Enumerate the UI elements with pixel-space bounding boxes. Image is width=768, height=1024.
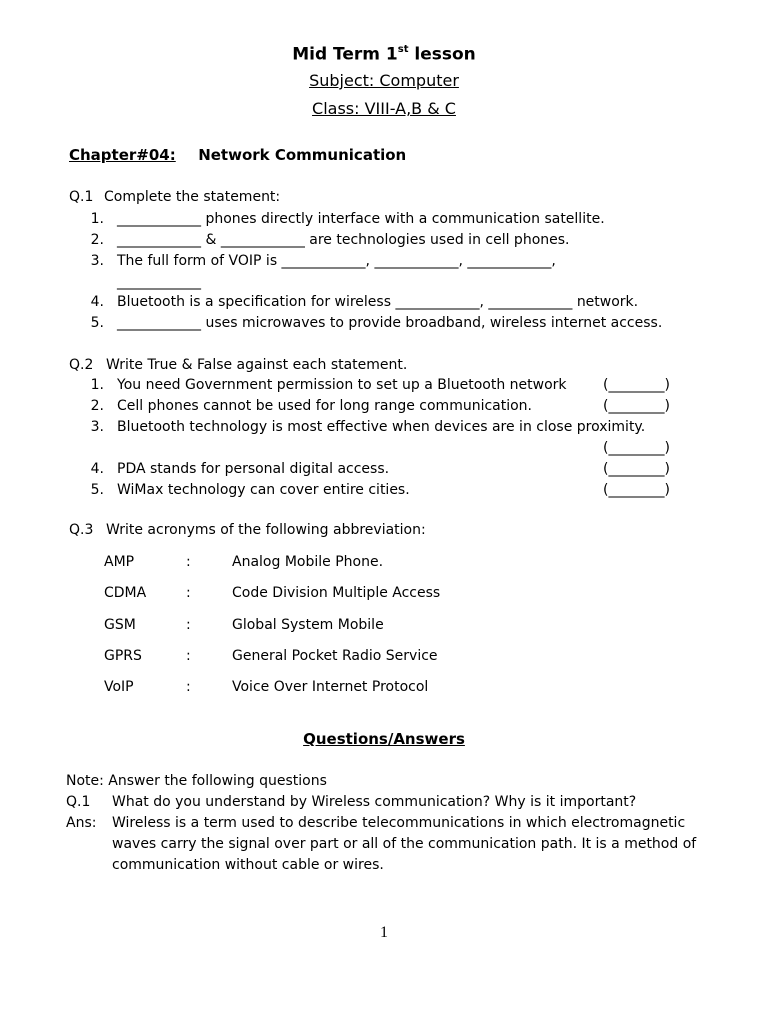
title-superscript: st bbox=[397, 44, 409, 55]
qa-answer-line: Wireless is a term used to describe telecommunications in which electromagnetic bbox=[112, 815, 686, 831]
class-line: Class: VIII-A,B & C bbox=[312, 99, 456, 118]
answer-blank: (________) bbox=[603, 461, 670, 477]
page-number: 1 bbox=[380, 924, 388, 941]
list-item-continuation: ____________ bbox=[117, 274, 201, 290]
answer-blank: (________) bbox=[603, 377, 670, 393]
answer-blank: (________) bbox=[603, 482, 670, 498]
acronym: GSM bbox=[104, 617, 136, 633]
q1-prompt: Complete the statement: bbox=[104, 189, 281, 205]
q3-prompt: Write acronyms of the following abbreviation: bbox=[106, 522, 426, 538]
qa-note: Note: Answer the following questions bbox=[66, 773, 327, 789]
chapter-heading bbox=[69, 148, 406, 163]
q1-heading bbox=[69, 189, 281, 205]
title-main: Mid Term 1 bbox=[292, 44, 398, 65]
qa-answer-line: waves carry the signal over part or all of the communication path. It is a method of bbox=[112, 836, 697, 852]
acronym-expansion: Analog Mobile Phone. bbox=[232, 554, 384, 570]
answer-blank: (________) bbox=[603, 440, 670, 456]
q1-label: Q.1 bbox=[69, 189, 94, 205]
answer-blank: (________) bbox=[603, 398, 670, 414]
q2-heading bbox=[69, 357, 408, 373]
acronym: CDMA bbox=[104, 585, 147, 601]
qa-question-label: Q.1 bbox=[66, 794, 91, 810]
q3-label: Q.3 bbox=[69, 522, 94, 538]
qa-question-text: What do you understand by Wireless communication? Why is it important? bbox=[112, 794, 637, 810]
qa-answer bbox=[66, 815, 686, 831]
q2-label: Q.2 bbox=[69, 357, 94, 373]
chapter-name: Network Communication bbox=[198, 146, 407, 164]
acronym-expansion: Global System Mobile bbox=[232, 617, 384, 633]
qa-question bbox=[66, 794, 637, 810]
chapter-label: Chapter#04: bbox=[69, 146, 176, 164]
acronym-expansion: General Pocket Radio Service bbox=[232, 648, 438, 664]
acronym: AMP bbox=[104, 554, 135, 570]
title-end: lesson bbox=[408, 44, 476, 65]
page-title bbox=[0, 46, 768, 64]
qa-answer-label: Ans: bbox=[66, 815, 97, 831]
acronym-expansion: Voice Over Internet Protocol bbox=[232, 679, 429, 695]
subject-line: Subject: Computer bbox=[309, 71, 459, 90]
acronym: VoIP bbox=[104, 679, 134, 695]
document-page: Mid Term 1st lesson Subject: Computer Class: VIII-A,B & C Chapter#04: Network Communication Q.1 Complete the statement: 1. ____________ phones directly interface with a communication satellite. 2. ____________ & ____________ are technologies used in cell phones. 3. The full form of VOIP is ____________, ____________, ____________, ____________ 4. Bluetooth is a specification for wireless ____________, ____________ network. 5. ____________ uses microwaves to provide broadband, wireless internet access. Q.2 Write True & False against each statement. 1. You need Government permission to set up a Bluetooth network (________) 2. Cell phones cannot be used for long range communication. (________) 3. Bluetooth technology is most effective when devices are in close proximity. (________) 4. PDA stands for personal digital access. (________) 5. WiMax technology can cover entire cities. (________) Q.3 Write acronyms of the following abbreviation: AMP : Analog Mobile Phone. CDMA : Code Division Multiple Access GSM : Global System Mobile GPRS : General Pocket Radio Service VoIP : Voice Over Internet Protocol Questions/Answers Note: Answer the following questions Q.1 What do you understand by Wireless communication? Why is it important? Ans: Wireless is a term used to describe telecommunications in which electromagnetic waves carry the signal over part or all of the communication path. It is a method of communication without cable or wires. 1 bbox=[0, 0, 768, 1024]
q2-prompt: Write True & False against each statement. bbox=[106, 357, 408, 373]
acronym: GPRS bbox=[104, 648, 142, 664]
qa-answer-line: communication without cable or wires. bbox=[112, 857, 384, 873]
q3-heading bbox=[69, 522, 426, 538]
qa-heading: Questions/Answers bbox=[303, 730, 465, 748]
acronym-expansion: Code Division Multiple Access bbox=[232, 585, 441, 601]
